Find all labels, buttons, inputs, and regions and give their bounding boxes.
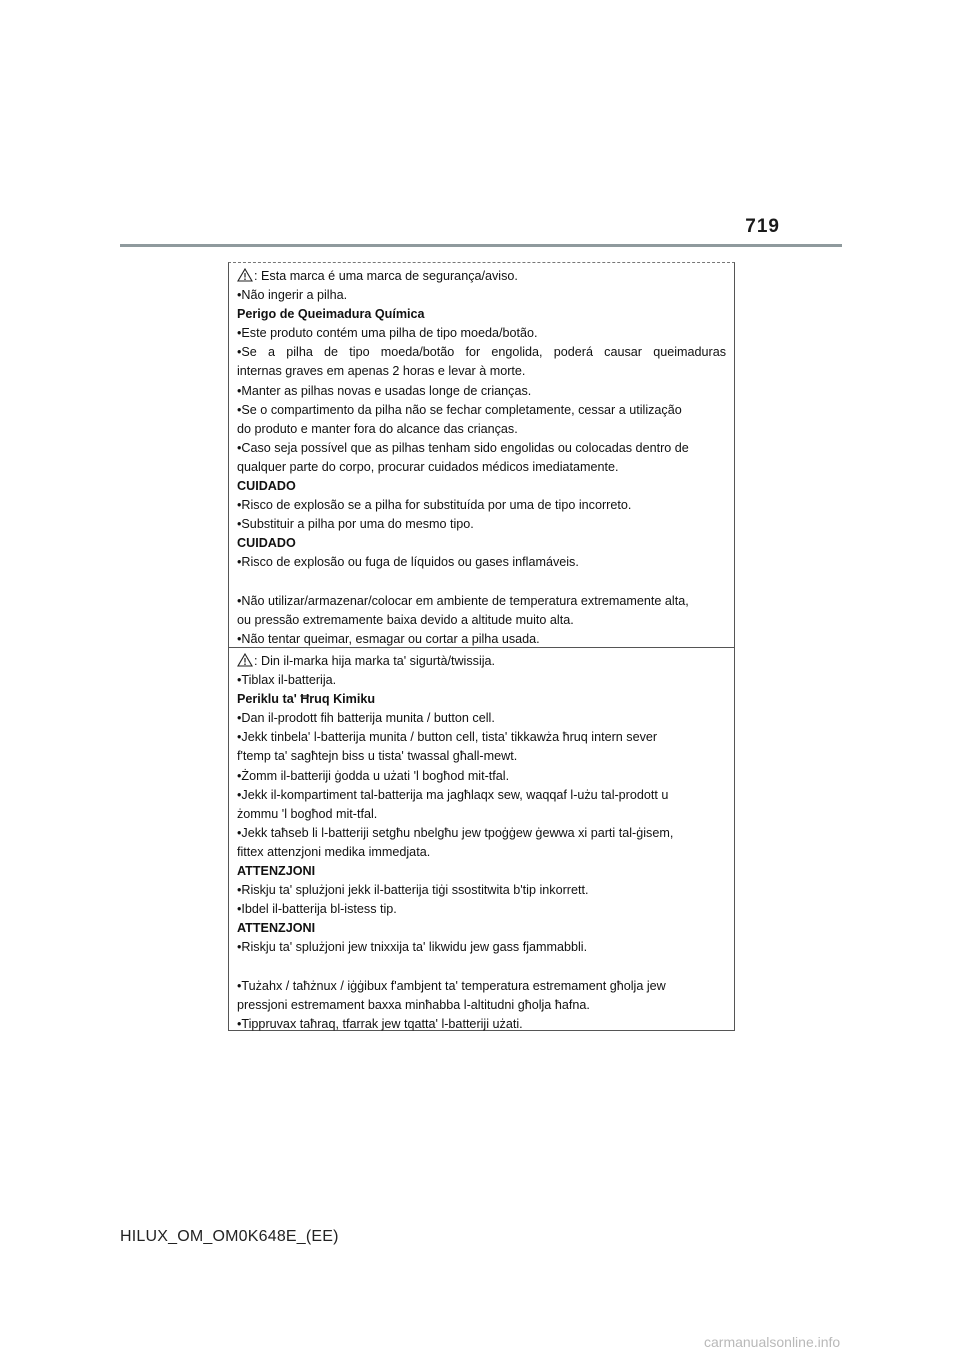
notice-line: •Manter as pilhas novas e usadas longe de crianças. bbox=[237, 383, 532, 398]
warning-mark-line bbox=[237, 652, 726, 671]
notice-line: f'temp ta' sagħtejn biss u tista' twassal għall-mewt. bbox=[237, 749, 518, 764]
notice-line: •Tużahx / taħżnux / iġġibux f'ambjent ta' temperatura estremament għolja jew bbox=[237, 978, 666, 993]
page-number: 719 bbox=[745, 216, 780, 237]
notice-line: •Jekk il-kompartiment tal-batterija ma jagħlaqx sew, waqqaf l-użu tal-prodott u bbox=[237, 787, 669, 802]
notice-line: •Não tentar queimar, esmagar ou cortar a pilha usada. bbox=[237, 631, 540, 646]
notice-line: •Substituir a pilha por uma do mesmo tipo. bbox=[237, 517, 474, 532]
warning-mark-text: : Din il-marka hija marka ta' sigurtà/twissija. bbox=[254, 654, 496, 668]
notice-line: •Caso seja possível que as pilhas tenham sido engolidas ou colocadas dentro de bbox=[237, 440, 689, 455]
notice-heading: ATTENZJONI bbox=[237, 864, 316, 879]
notice-heading: CUIDADO bbox=[237, 536, 296, 551]
notice-line: •Żomm il-batteriji ġodda u użati 'l bogħod mit-tfal. bbox=[237, 768, 510, 783]
notice-line: •Jekk tinbela' l-batterija munita / button cell, tista' tikkawża ħruq intern sever bbox=[237, 730, 658, 745]
notice-line: •Se a pilha de tipo moeda/botão for engolida, poderá causar queimaduras bbox=[237, 345, 726, 360]
notice-line: •Dan il-prodott fih batterija munita / button cell. bbox=[237, 711, 495, 726]
notice-line: •Este produto contém uma pilha de tipo moeda/botão. bbox=[237, 326, 538, 341]
notice-line: •Ibdel il-batterija bl-istess tip. bbox=[237, 902, 397, 917]
warning-mark-text: : Esta marca é uma marca de segurança/aviso. bbox=[254, 269, 518, 283]
warning-triangle-icon bbox=[237, 268, 253, 282]
notice-line: •Se o compartimento da pilha não se fechar completamente, cessar a utilização bbox=[237, 402, 682, 417]
notice-line: •Jekk taħseb li l-batteriji setgħu nbelgħu jew tpoġġew ġewwa xi parti tal-ġisem, bbox=[237, 825, 674, 840]
notice-heading: CUIDADO bbox=[237, 479, 296, 494]
notice-line: pressjoni estremament baxxa minħabba l-altitudni għolja ħafna. bbox=[237, 997, 590, 1012]
notice-heading: ATTENZJONI bbox=[237, 921, 316, 936]
notice-line: żommu 'l bogħod mit-tfal. bbox=[237, 806, 378, 821]
notice-line: •Não ingerir a pilha. bbox=[237, 288, 348, 303]
notice-line: ou pressão extremamente baixa devido a altitude muito alta. bbox=[237, 612, 574, 627]
blank-line bbox=[237, 573, 726, 592]
document-code-footer: HILUX_OM_OM0K648E_(EE) bbox=[120, 1228, 339, 1245]
notice-line: •Tiblax il-batterija. bbox=[237, 673, 337, 688]
warning-mark-line bbox=[237, 267, 726, 286]
notice-line: internas graves em apenas 2 horas e levar à morte. bbox=[237, 364, 526, 379]
notice-line: •Riskju ta' splużjoni jew tnixxija ta' likwidu jew gass fjammabbli. bbox=[237, 940, 588, 955]
notice-line: •Riskju ta' splużjoni jekk il-batterija tiġi ssostitwita b'tip inkorrett. bbox=[237, 883, 589, 898]
notice-heading: Periklu ta' Ħruq Kimiku bbox=[237, 692, 376, 707]
warning-triangle-icon bbox=[237, 653, 253, 667]
notice-line: qualquer parte do corpo, procurar cuidados médicos imediatamente. bbox=[237, 459, 619, 474]
site-watermark: carmanualsonline.info bbox=[704, 1334, 841, 1350]
notice-line: •Tippruvax taħraq, tfarrak jew tqatta' l-batteriji użati. bbox=[237, 1016, 523, 1031]
notice-section-portuguese bbox=[229, 263, 734, 648]
notice-heading: Perigo de Queimadura Química bbox=[237, 307, 425, 322]
notice-line: •Não utilizar/armazenar/colocar em ambiente de temperatura extremamente alta, bbox=[237, 593, 689, 608]
notice-line: fittex attenzjoni medika immedjata. bbox=[237, 844, 431, 859]
blank-line bbox=[237, 958, 726, 977]
header-rule bbox=[120, 244, 842, 247]
notice-line: •Risco de explosão se a pilha for substituída por uma de tipo incorreto. bbox=[237, 498, 632, 513]
notice-line: do produto e manter fora do alcance das crianças. bbox=[237, 421, 518, 436]
notice-section-maltese bbox=[229, 648, 734, 1030]
notice-line: •Risco de explosão ou fuga de líquidos ou gases inflamáveis. bbox=[237, 555, 579, 570]
battery-warning-notice bbox=[228, 262, 735, 1031]
